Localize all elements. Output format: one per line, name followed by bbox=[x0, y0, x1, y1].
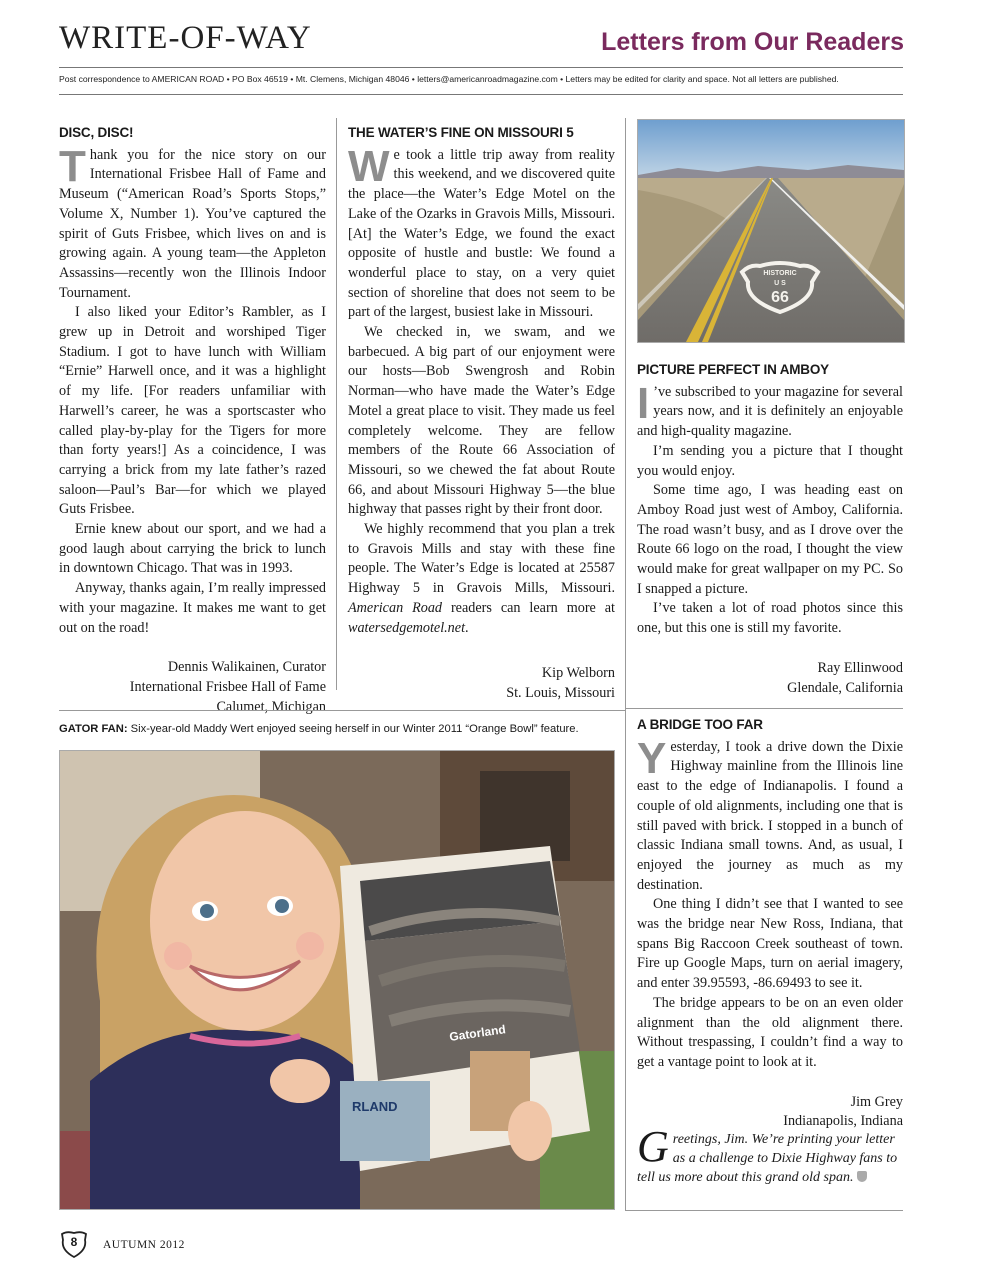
letter-signature: Kip Welborn St. Louis, Missouri bbox=[506, 665, 615, 701]
letter-paragraph: The bridge appears to be on an even older alignment than the old alignment there. Without trespassing, I couldn’t find a way to get a vantage point to look at it. bbox=[637, 994, 903, 1070]
page-number: 8 bbox=[70, 1235, 78, 1249]
section-rule bbox=[625, 1210, 903, 1211]
letter-paragraph: I ’ve subscribed to your magazine for several years now, and it is definitely an enjoyable and high-quality magazine. bbox=[637, 378, 903, 440]
road-shield-number: 66 bbox=[771, 289, 789, 306]
letter-paragraph: I’m sending you a picture that I thought you would enjoy. bbox=[637, 442, 903, 479]
section-rule bbox=[59, 710, 625, 711]
gator-fan-photo bbox=[59, 750, 615, 1210]
letter-paragraph: Thank you for the nice story on our International Frisbee Hall of Fame and Museum (“American Road’s Sports Stops,” Volume X, Number 1). You’ve captured the spirit of Guts Frisbee, which lives on and is growing again. A young team—the Appleton Assassins—recently won the Illinois Indoor Tournament. bbox=[59, 141, 326, 301]
letter-paragraph: Ernie knew about our sport, and we had a good laugh about carrying the brick to lunch in downtown Chicago. That was in 1993. bbox=[59, 521, 326, 577]
column-divider bbox=[336, 118, 337, 690]
top-rule bbox=[59, 67, 903, 68]
letter-amboy bbox=[637, 360, 903, 698]
issue-date: AUTUMN 2012 bbox=[103, 1239, 185, 1251]
magazine-sign-text: RLAND bbox=[352, 1099, 398, 1114]
drop-cap: Y bbox=[637, 733, 667, 783]
magazine-page-title: Gatorland bbox=[448, 1022, 507, 1044]
correspondence-line: Post correspondence to AMERICAN ROAD • PO Box 46519 • Mt. Clemens, Michigan 48046 • letters@americanroadmagazine.com • Letters may be edited for clarity and space. Not all letters are published. bbox=[59, 74, 839, 84]
letter-paragraph: Some time ago, I was heading east on Amboy Road just west of Amboy, California. The road wasn’t busy, and as I drove over the Route 66 logo on the road, I thought the view would make for great wallpaper on my PC. So I snapped a picture. bbox=[637, 482, 903, 597]
end-shield-icon bbox=[857, 1171, 867, 1182]
letter-paragraph: Yesterday, I took a drive down the Dixie Highway mainline from the Illinois line east to the edge of Indianapolis. I found a couple of old alignments, including one that is still paved with brick. I stopped in a bunch of classic Indiana small towns. And, as usual, I enjoyed the journey as much as my destination. bbox=[637, 733, 903, 893]
letter-heading: PICTURE PERFECT IN AMBOY bbox=[637, 362, 829, 377]
drop-cap: I bbox=[637, 378, 650, 428]
letter-paragraph: I also liked your Editor’s Rambler, as I grew up in Detroit and worshiped Tiger Stadium. I got to have lunch with William “Ernie” Harwell once, and it was a highlight of my life. [For readers unfamiliar with Harwell’s career, he was a sportscaster who called play-by-play for the Tigers for more than forty years!] As a coincidence, I was carrying a brick from my late father’s razed saloon—Paul’s Bar—for which we played Guts Frisbee. bbox=[59, 304, 326, 518]
letter-paragraph: We highly recommend that you plan a trek to Gravois Mills and stay with these fine people. The Water’s Edge is located at 25587 Highway 5 in Gravois Mills, Missouri. American Road readers can learn more at watersedgemotel.net. bbox=[348, 521, 616, 636]
letter-bridge bbox=[637, 715, 903, 1132]
section-title: Letters from Our Readers bbox=[601, 28, 904, 56]
letter-heading: DISC, DISC! bbox=[59, 125, 134, 140]
letter-paragraph: I’ve taken a lot of road photos since this one, but this one is still my favorite. bbox=[637, 600, 903, 637]
masthead: WRITE-OF-WAY bbox=[59, 20, 312, 56]
road-shield-text: U S bbox=[774, 280, 786, 287]
letter-signature: Jim Grey Indianapolis, Indiana bbox=[783, 1093, 903, 1130]
letter-heading: THE WATER’S FINE ON MISSOURI 5 bbox=[348, 125, 574, 140]
letter-paragraph: One thing I didn’t see that I wanted to see was the bridge near New Ross, Indiana, that spans Big Raccoon Creek southeast of town. Fire up Google Maps, turn on aerial imagery, and enter 39.95593, -86.69493 to see it. bbox=[637, 896, 903, 992]
letter-heading: A BRIDGE TOO FAR bbox=[637, 717, 763, 732]
editor-reply: Greetings, Jim. We’re printing your letter as a challenge to Dixie Highway fans to tell us more about this grand old span. bbox=[637, 1122, 898, 1185]
letter-paragraph: We took a little trip away from reality this weekend, and we discovered quite the place—the Water’s Edge Motel on the Lake of the Ozarks in Gravois Mills, Missouri. [At] the Water’s Edge, we found the exact opposite of hustle and bustle: We found a wonderful place to stay, on a very quiet section of shoreline that does not seem to be part of the largest, busiest lake in Missouri. bbox=[348, 141, 615, 321]
drop-cap: T bbox=[59, 141, 86, 191]
header-bottom-rule bbox=[59, 94, 903, 95]
road-shield-text: HISTORIC bbox=[763, 270, 797, 277]
section-rule bbox=[625, 708, 903, 709]
letter-signature: Dennis Walikainen, Curator International Frisbee Hall of Fame Calumet, Michigan bbox=[129, 659, 326, 715]
photo-caption: GATOR FAN: Six-year-old Maddy Wert enjoyed seeing herself in our Winter 2011 “Orange Bowl” feature. bbox=[59, 723, 579, 735]
letter-paragraph: Anyway, thanks again, I’m really impressed with your magazine. It makes me want to get out on the road! bbox=[59, 580, 326, 636]
route66-road-photo bbox=[637, 119, 905, 343]
letter-paragraph: We checked in, we swam, and we barbecued. A big part of our enjoyment were our hosts—Bob Swengrosh and Robin Norman—who have made the Water’s Edge Motel a great place to visit. They made us feel completely welcome. They are fellow members of the Route 66 Association of Missouri, so we chewed the fat about Route 66, and about Missouri Highway 5—the blue highway that passes right by their front door. bbox=[348, 324, 615, 518]
letter-signature: Ray Ellinwood Glendale, California bbox=[787, 659, 903, 696]
drop-cap: W bbox=[348, 141, 390, 191]
website-link: watersedgemotel.net bbox=[348, 619, 466, 636]
column-divider bbox=[625, 118, 626, 1210]
letter-disc bbox=[59, 123, 326, 717]
letter-water bbox=[348, 123, 615, 704]
drop-cap: G bbox=[637, 1122, 669, 1171]
